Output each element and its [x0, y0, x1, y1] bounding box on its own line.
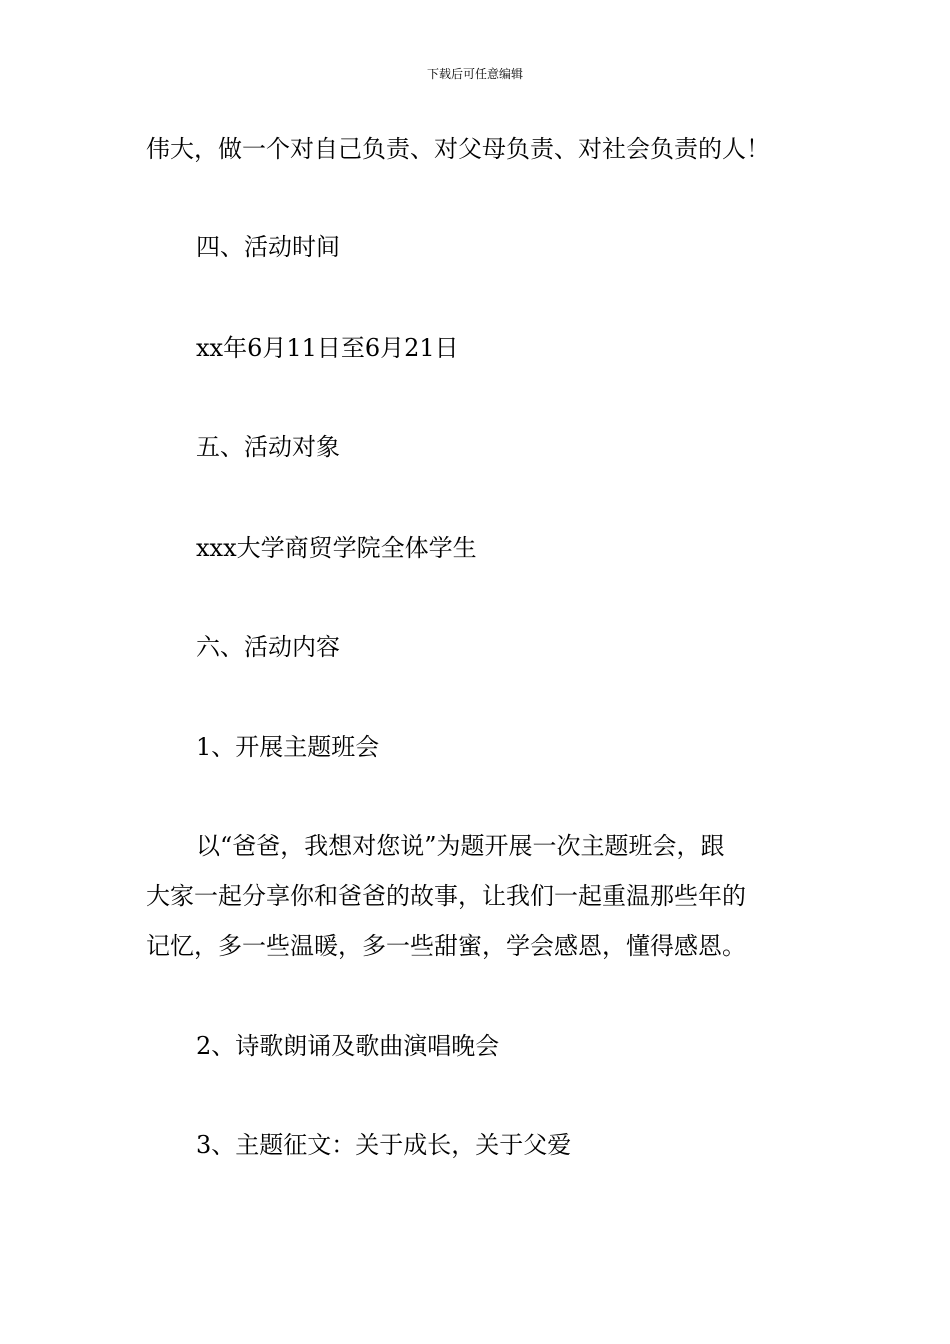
- section-heading-time: 四、活动时间: [196, 233, 340, 261]
- item1-paragraph-line-3: 记忆，多一些温暖，多一些甜蜜，学会感恩，懂得感恩。: [146, 932, 746, 960]
- item-heading-3: 3、主题征文：关于成长，关于父爱: [196, 1131, 572, 1159]
- item-heading-1: 1、开展主题班会: [196, 733, 380, 761]
- page-header-note: 下载后可任意编辑: [426, 67, 523, 81]
- item1-paragraph-line-2: 大家一起分享你和爸爸的故事，让我们一起重温那些年的: [146, 882, 746, 910]
- section-time-value: xx年6月11日至6月21日: [196, 334, 459, 362]
- item-heading-2: 2、诗歌朗诵及歌曲演唱晚会: [196, 1032, 500, 1060]
- section-heading-target: 五、活动对象: [196, 433, 340, 461]
- section-target-value: xxx大学商贸学院全体学生: [196, 534, 477, 562]
- item1-paragraph-line-1: 以“爸爸，我想对您说”为题开展一次主题班会，跟: [196, 832, 725, 860]
- paragraph-continuation: 伟大，做一个对自己负责、对父母负责、对社会负责的人！: [146, 135, 770, 163]
- section-heading-content: 六、活动内容: [196, 633, 340, 661]
